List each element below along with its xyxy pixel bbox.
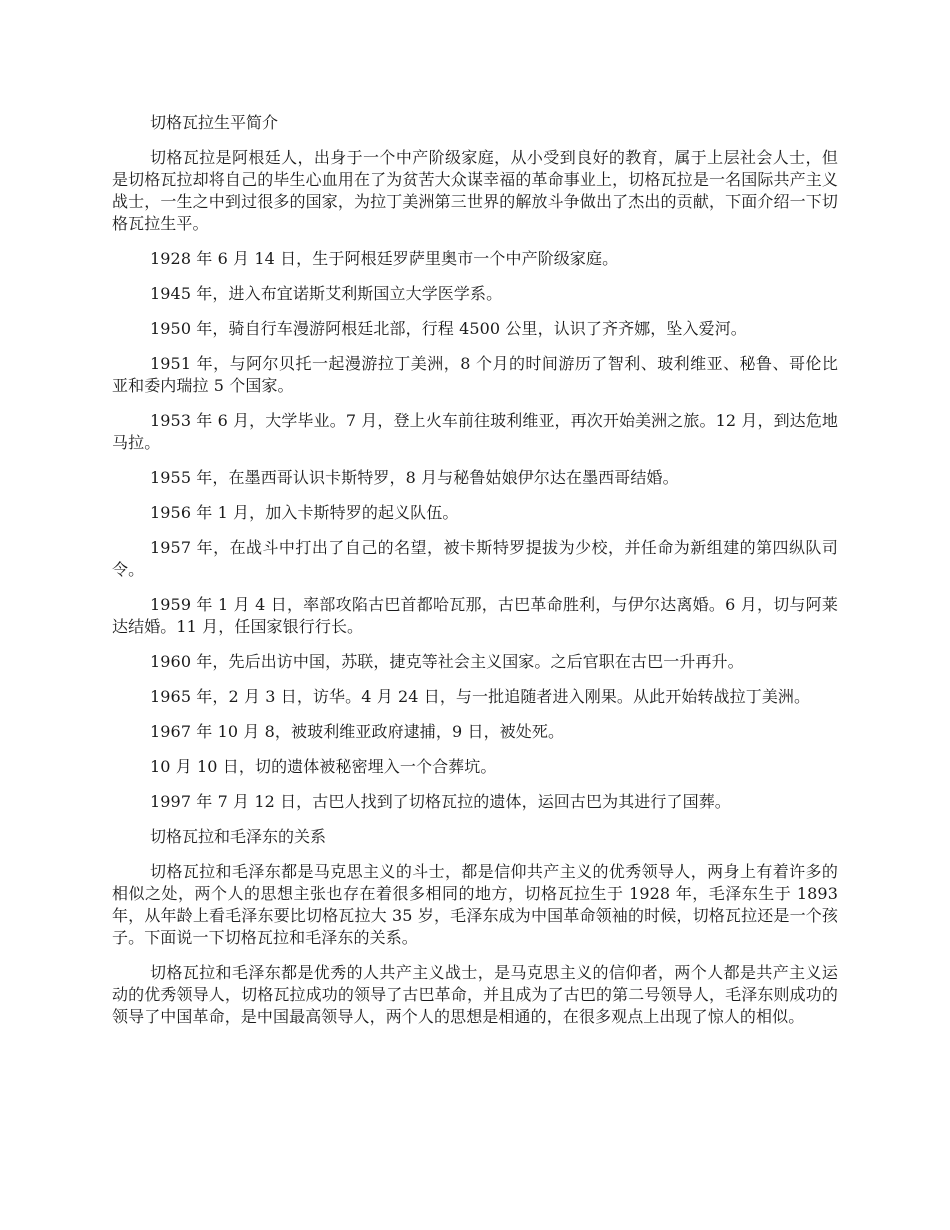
timeline-item-1967: 1967 年 10 月 8，被玻利维亚政府逮捕，9 日，被处死。 bbox=[150, 722, 565, 741]
timeline-item-1956: 1956 年 1 月，加入卡斯特罗的起义队伍。 bbox=[150, 503, 459, 522]
timeline-item-1997: 1997 年 7 月 12 日，古巴人找到了切格瓦拉的遗体，运回古巴为其进行了国葬。 bbox=[150, 792, 731, 811]
section-heading-relationship: 切格瓦拉和毛泽东的关系 bbox=[150, 827, 327, 846]
timeline-item-1955: 1955 年，在墨西哥认识卡斯特罗，8 月与秘鲁姑娘伊尔达在墨西哥结婚。 bbox=[150, 468, 679, 487]
timeline-item-1928: 1928 年 6 月 14 日，生于阿根廷罗萨里奥市一个中产阶级家庭。 bbox=[150, 249, 619, 268]
timeline-item-1945: 1945 年，进入布宜诺斯艾利斯国立大学医学系。 bbox=[150, 284, 503, 303]
timeline-item-1953: 1953 年 6 月，大学毕业。7 月，登上火车前往玻利维亚，再次开始美洲之旅。12 月，到达危地马拉。 bbox=[112, 411, 838, 452]
paragraph-relationship-1: 切格瓦拉和毛泽东都是马克思主义的斗士，都是信仰共产主义的优秀领导人，两身上有着许多的相似之处，两个人的思想主张也存在着很多相同的地方，切格瓦拉生于 1928 年，毛泽东生于 1893 年，从年龄上看毛泽东要比切格瓦拉大 35 岁，毛泽东成为中国革命领袖的时候，切格瓦拉还是一个孩子。下面说一下切格瓦拉和毛泽东的关系。 bbox=[112, 862, 838, 947]
timeline-item-1965: 1965 年，2 月 3 日，访华。4 月 24 日，与一批追随者进入刚果。从此开始转战拉丁美洲。 bbox=[150, 687, 811, 706]
timeline-item-1950: 1950 年，骑自行车漫游阿根廷北部，行程 4500 公里，认识了齐齐娜，坠入爱河。 bbox=[150, 319, 747, 338]
timeline-item-1951: 1951 年，与阿尔贝托一起漫游拉丁美洲，8 个月的时间游历了智利、玻利维亚、秘鲁、哥伦比亚和委内瑞拉 5 个国家。 bbox=[112, 354, 838, 395]
timeline-item-oct-10: 10 月 10 日，切的遗体被秘密埋入一个合葬坑。 bbox=[150, 757, 497, 776]
paragraph-relationship-2: 切格瓦拉和毛泽东都是优秀的人共产主义战士，是马克思主义的信仰者，两个人都是共产主义运动的优秀领导人，切格瓦拉成功的领导了古巴革命，并且成为了古巴的第二号领导人，毛泽东则成功的领导了中国革命，是中国最高领导人，两个人的思想是相通的，在很多观点上出现了惊人的相似。 bbox=[112, 963, 838, 1026]
paragraph-intro: 切格瓦拉是阿根廷人，出身于一个中产阶级家庭，从小受到良好的教育，属于上层社会人士，但是切格瓦拉却将自己的毕生心血用在了为贫苦大众谋幸福的革命事业上，切格瓦拉是一名国际共产主义战士，一生之中到过很多的国家，为拉丁美洲第三世界的解放斗争做出了杰出的贡献，下面介绍一下切格瓦拉生平。 bbox=[112, 148, 838, 233]
timeline-item-1957: 1957 年，在战斗中打出了自己的名望，被卡斯特罗提拔为少校，并任命为新组建的第四纵队司令。 bbox=[112, 538, 838, 579]
section-heading-biography: 切格瓦拉生平简介 bbox=[150, 113, 279, 132]
timeline-item-1959: 1959 年 1 月 4 日，率部攻陷古巴首都哈瓦那，古巴革命胜利，与伊尔达离婚。6 月，切与阿莱达结婚。11 月，任国家银行行长。 bbox=[112, 595, 838, 636]
timeline-item-1960: 1960 年，先后出访中国，苏联，捷克等社会主义国家。之后官职在古巴一升再升。 bbox=[150, 652, 744, 671]
document-page bbox=[112, 112, 838, 1112]
